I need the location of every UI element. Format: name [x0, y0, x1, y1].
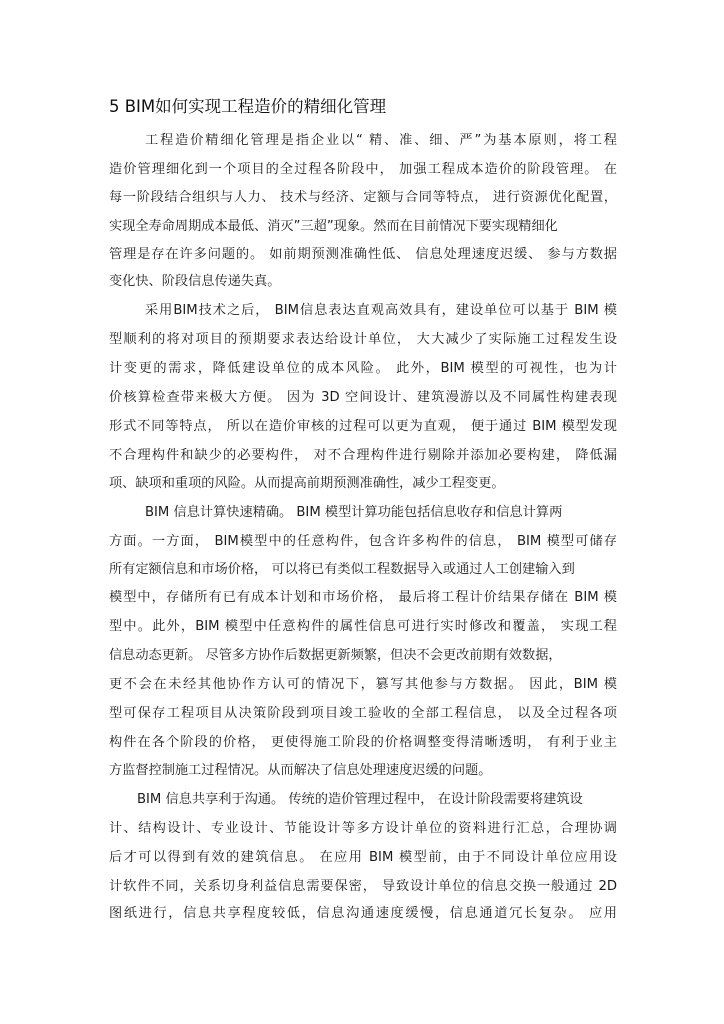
- paragraph-line: 所有定额信息和市场价格， 可以将已有类似工程数据导入或通过人工创建输入到: [109, 562, 575, 577]
- paragraph-line: 计软件不同，关系切身利益信息需要保密， 导致设计单位的信息交换一般通过 2D: [109, 879, 617, 894]
- paragraph-line: 变化快、阶段信息传递失真。: [109, 274, 281, 289]
- paragraph-line: 方面。一方面， BIM模型中的任意构件，包含许多构件的信息， BIM 模型可储存: [109, 534, 617, 549]
- paragraph-line: 型顺利的将对项目的预期要求表达给设计单位， 大大减少了实际施工过程发生设: [109, 332, 617, 347]
- paragraph-line: 工程造价精细化管理是指企业以“ 精、准、细、严”为基本原则，将工程: [145, 133, 617, 148]
- paragraph-line: 造价管理细化到一个项目的全过程各阶段中， 加强工程成本造价的阶段管理。 在: [109, 162, 617, 177]
- paragraph-line: 项、缺项和重项的风险。从而提高前期预测准确性，减少工程变更。: [109, 476, 505, 491]
- paragraph-line: 实现全寿命周期成本最低、消灭”三超”现象。然而在目前情况下要实现精细化: [109, 219, 558, 234]
- paragraph-line: 计变更的需求，降低建设单位的成本风险。 此外，BIM 模型的可视性，也为计: [109, 361, 617, 376]
- paragraph-line: 信息动态更新。 尽管多方协作后数据更新频繁，但决不会更改前期有效数据，: [109, 648, 562, 663]
- paragraph-line: 采用BIM技术之后， BIM信息表达直观高效具有，建设单位可以基于 BIM 模: [145, 303, 617, 318]
- paragraph-line: 模型中，存储所有已有成本计划和市场价格， 最后将工程计价结果存储在 BIM 模: [109, 590, 617, 605]
- paragraph-line: 后才可以得到有效的建筑信息。 在应用 BIM 模型前，由于不同设计单位应用设: [109, 850, 617, 865]
- paragraph-line: BIM 信息共享利于沟通。 传统的造价管理过程中， 在设计阶段需要将建筑设: [137, 792, 583, 807]
- paragraph-line: 型可保存工程项目从决策阶段到项目竣工验收的全部工程信息， 以及全过程各项: [109, 706, 617, 721]
- paragraph-line: 不合理构件和缺少的必要构件， 对不合理构件进行剔除并添加必要构建， 降低漏: [109, 448, 617, 463]
- section-heading: 5 BIM如何实现工程造价的精细化管理: [109, 97, 387, 116]
- paragraph-line: 型中。此外，BIM 模型中任意构件的属性信息可进行实时修改和覆盖， 实现工程: [109, 619, 617, 634]
- paragraph-line: 方监督控制施工过程情况。从而解决了信息处理速度迟缓的问题。: [109, 763, 492, 778]
- paragraph-line: 价核算检查带来极大方便。 因为 3D 空间设计、建筑漫游以及不同属性构建表现: [109, 390, 617, 405]
- paragraph-line: 每一阶段结合组织与人力、 技术与经济、定额与合同等特点， 进行资源优化配置，: [109, 190, 617, 205]
- paragraph-line: 更不会在未经其他协作方认可的情况下，篡写其他参与方数据。 因此，BIM 模: [109, 677, 617, 692]
- paragraph-line: 计、结构设计、专业设计、节能设计等多方设计单位的资料进行汇总，合理协调: [109, 821, 617, 836]
- paragraph-line: BIM 信息计算快速精确。 BIM 模型计算功能包括信息收存和信息计算两: [145, 505, 563, 520]
- paragraph-line: 管理是存在许多问题的。 如前期预测准确性低、 信息处理速度迟缓、 参与方数据: [109, 247, 617, 262]
- paragraph-line: 构件在各个阶段的价格， 更使得施工阶段的价格调整变得清晰透明， 有利于业主: [109, 735, 617, 750]
- paragraph-line: 形式不同等特点， 所以在造价审核的过程可以更为直观， 便于通过 BIM 模型发现: [109, 419, 617, 434]
- paragraph-line: 图纸进行，信息共享程度较低，信息沟通速度缓慢，信息通道冗长复杂。 应用: [109, 906, 617, 921]
